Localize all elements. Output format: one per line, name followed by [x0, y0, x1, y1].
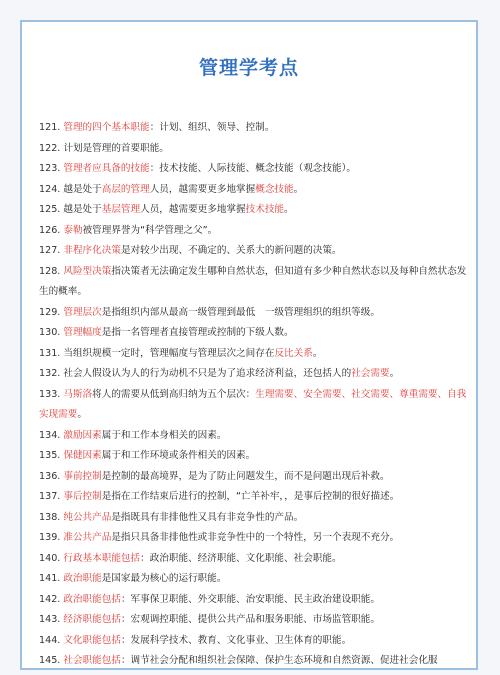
item-number: 134. — [39, 429, 61, 441]
item-text: 。 — [77, 409, 87, 420]
item-number: 144. — [39, 634, 61, 646]
list-item — [39, 569, 470, 590]
highlighted-term: 政治职能 — [63, 573, 102, 584]
item-text: 是控制的最高境界，是为了防止问题发生，而不是问题出现后补救。 — [101, 470, 390, 482]
highlighted-term: 保健因素 — [63, 450, 102, 461]
highlighted-term: 政治职能包括 — [63, 593, 121, 605]
item-number: 128. — [39, 265, 61, 277]
item-number: 137. — [39, 491, 61, 502]
list-item — [39, 159, 470, 180]
highlighted-term: 非程序化决策 — [63, 245, 121, 256]
list-item — [39, 446, 470, 467]
item-text: 是指只具备非排他性或非竞争性中的一个特性，另一个表现不充分。 — [111, 532, 400, 543]
list-item — [39, 385, 470, 426]
item-number: 143. — [39, 614, 61, 625]
item-text: ：政治职能、经济职能、文化职能、社会职能。 — [140, 552, 342, 564]
item-number: 141. — [39, 573, 61, 584]
highlighted-term: 纯公共产品 — [63, 511, 112, 523]
highlighted-term: 生理需要、安全需要、社交需要、尊重需要、自我实现需要 — [39, 388, 467, 420]
highlighted-term: 管理层次 — [63, 306, 102, 318]
item-text: 。 — [312, 347, 323, 359]
item-number: 121. — [39, 122, 61, 133]
item-text: 是指在工作结束后进行的控制，“亡羊补牢，，是事后控制的很好描述。 — [101, 491, 400, 502]
highlighted-term: 文化职能包括 — [63, 634, 121, 646]
item-text: ：技术技能、人际技能、概念技能（观念技能）。 — [149, 163, 356, 174]
item-text: 人员，越需要更多地掌握 — [140, 204, 246, 215]
item-text: 当组织规模一定时，管理幅度与管理层次之间存在 — [63, 347, 275, 359]
list-item — [39, 262, 470, 303]
item-text: 属于和工作本身相关的因素。 — [101, 429, 227, 441]
item-text: ：军事保卫职能、外交职能、治安职能、民主政治建设职能。 — [120, 593, 380, 605]
item-number: 126. — [39, 224, 61, 236]
list-item — [39, 610, 470, 631]
item-text: ：宏观调控职能、提供公共产品和服务职能、市场监管职能。 — [120, 614, 380, 625]
item-text: 社会人假设认为人的行为动机不只是为了追求经济利益，还包括人的 — [63, 368, 352, 379]
list-item — [39, 364, 470, 385]
item-text: 。 — [293, 183, 304, 195]
list-item — [39, 344, 470, 365]
item-number: 140. — [39, 552, 61, 564]
highlighted-term: 经济职能包括 — [63, 614, 121, 625]
highlighted-term: 准公共产品 — [63, 532, 112, 543]
item-number: 136. — [39, 470, 61, 482]
highlighted-term: 激励因素 — [63, 429, 102, 441]
exam-points-list — [39, 118, 470, 670]
list-item — [39, 467, 470, 488]
highlighted-term: 泰勒 — [63, 224, 83, 236]
list-item — [39, 651, 470, 670]
highlighted-term: 社会需要 — [351, 368, 390, 379]
item-text: 越是处于 — [63, 183, 102, 195]
highlighted-term: 管理幅度 — [63, 327, 102, 338]
item-number: 145. — [39, 655, 61, 666]
item-text: 是对较少出现、不确定的、关系大的新问题的决策。 — [120, 245, 342, 256]
list-item — [39, 303, 470, 324]
item-text: 越是处于 — [63, 204, 102, 215]
item-text: 将人的需要从低到高归纳为五个层次： — [92, 388, 256, 400]
item-text: 。 — [284, 204, 294, 215]
list-item — [39, 200, 470, 221]
item-text: 。 — [389, 368, 400, 379]
item-text: 人员，越需要更多地掌握 — [149, 183, 256, 195]
item-number: 139. — [39, 532, 61, 543]
item-number: 142. — [39, 593, 61, 605]
item-number: 125. — [39, 204, 61, 215]
highlighted-term: 高层的管理 — [101, 183, 150, 195]
item-text: 被管理界誉为“科学管理之父”。 — [82, 224, 218, 236]
item-number: 124. — [39, 183, 61, 195]
document-page — [20, 20, 478, 670]
item-text: 计划是管理的首要职能。 — [63, 142, 169, 154]
highlighted-term: 基层管理 — [101, 204, 141, 215]
highlighted-term: 管理者应具备的技能 — [63, 163, 150, 174]
item-text: 指决策者无法确定发生哪种自然状态，但知道有多少种自然状态以及每种自然状态发生的概率。 — [39, 265, 467, 297]
list-item — [39, 118, 470, 139]
item-text: 是指既具有非排他性又具有非竞争性的产品。 — [111, 511, 304, 523]
highlighted-term: 管理的四个基本职能 — [63, 122, 150, 133]
highlighted-term: 技术技能 — [245, 204, 285, 215]
list-item — [39, 139, 470, 160]
item-text: 是指一名管理者直接管理或控制的下级人数。 — [101, 327, 294, 338]
list-item — [39, 241, 470, 262]
item-text: ：发展科学技术、教育、文化事业、卫生体育的职能。 — [120, 634, 352, 646]
item-number: 129. — [39, 306, 61, 318]
item-number: 130. — [39, 327, 61, 338]
item-text: 是指组织内部从最高一级管理到最低 一级管理组织的组织等级。 — [101, 306, 380, 318]
list-item — [39, 631, 470, 652]
list-item — [39, 180, 470, 201]
list-item — [39, 549, 470, 570]
item-number: 123. — [39, 163, 61, 174]
item-text: 是国家最为核心的运行职能。 — [101, 573, 227, 584]
list-item — [39, 487, 470, 508]
item-number: 138. — [39, 511, 61, 523]
highlighted-term: 事前控制 — [63, 470, 102, 482]
highlighted-term: 风险型决策 — [63, 265, 112, 277]
item-number: 133. — [39, 388, 61, 400]
highlighted-term: 行政基本职能包括 — [63, 552, 141, 564]
item-number: 132. — [39, 368, 61, 379]
list-item — [39, 590, 470, 611]
page-title: 管理学考点 — [198, 57, 299, 79]
list-item — [39, 221, 470, 242]
item-number: 127. — [39, 245, 61, 256]
item-number: 131. — [39, 347, 61, 359]
list-item — [39, 323, 470, 344]
list-item — [39, 426, 470, 447]
item-text: ：计划、组织、领导、控制。 — [149, 122, 275, 133]
highlighted-term: 事后控制 — [63, 491, 102, 502]
highlighted-term: 马斯洛 — [63, 388, 93, 400]
highlighted-term: 社会职能包括 — [63, 655, 121, 666]
item-text: ：调节社会分配和组织社会保障、保护生态环境和自然资源、促进社会化服 — [120, 655, 438, 666]
list-item — [39, 508, 470, 529]
highlighted-term: 反比关系 — [274, 347, 313, 359]
item-number: 122. — [39, 142, 61, 154]
list-item — [39, 528, 470, 549]
highlighted-term: 概念技能 — [255, 183, 294, 195]
item-number: 135. — [39, 450, 61, 461]
item-text: 属于和工作环境或条件相关的因素。 — [101, 450, 256, 461]
